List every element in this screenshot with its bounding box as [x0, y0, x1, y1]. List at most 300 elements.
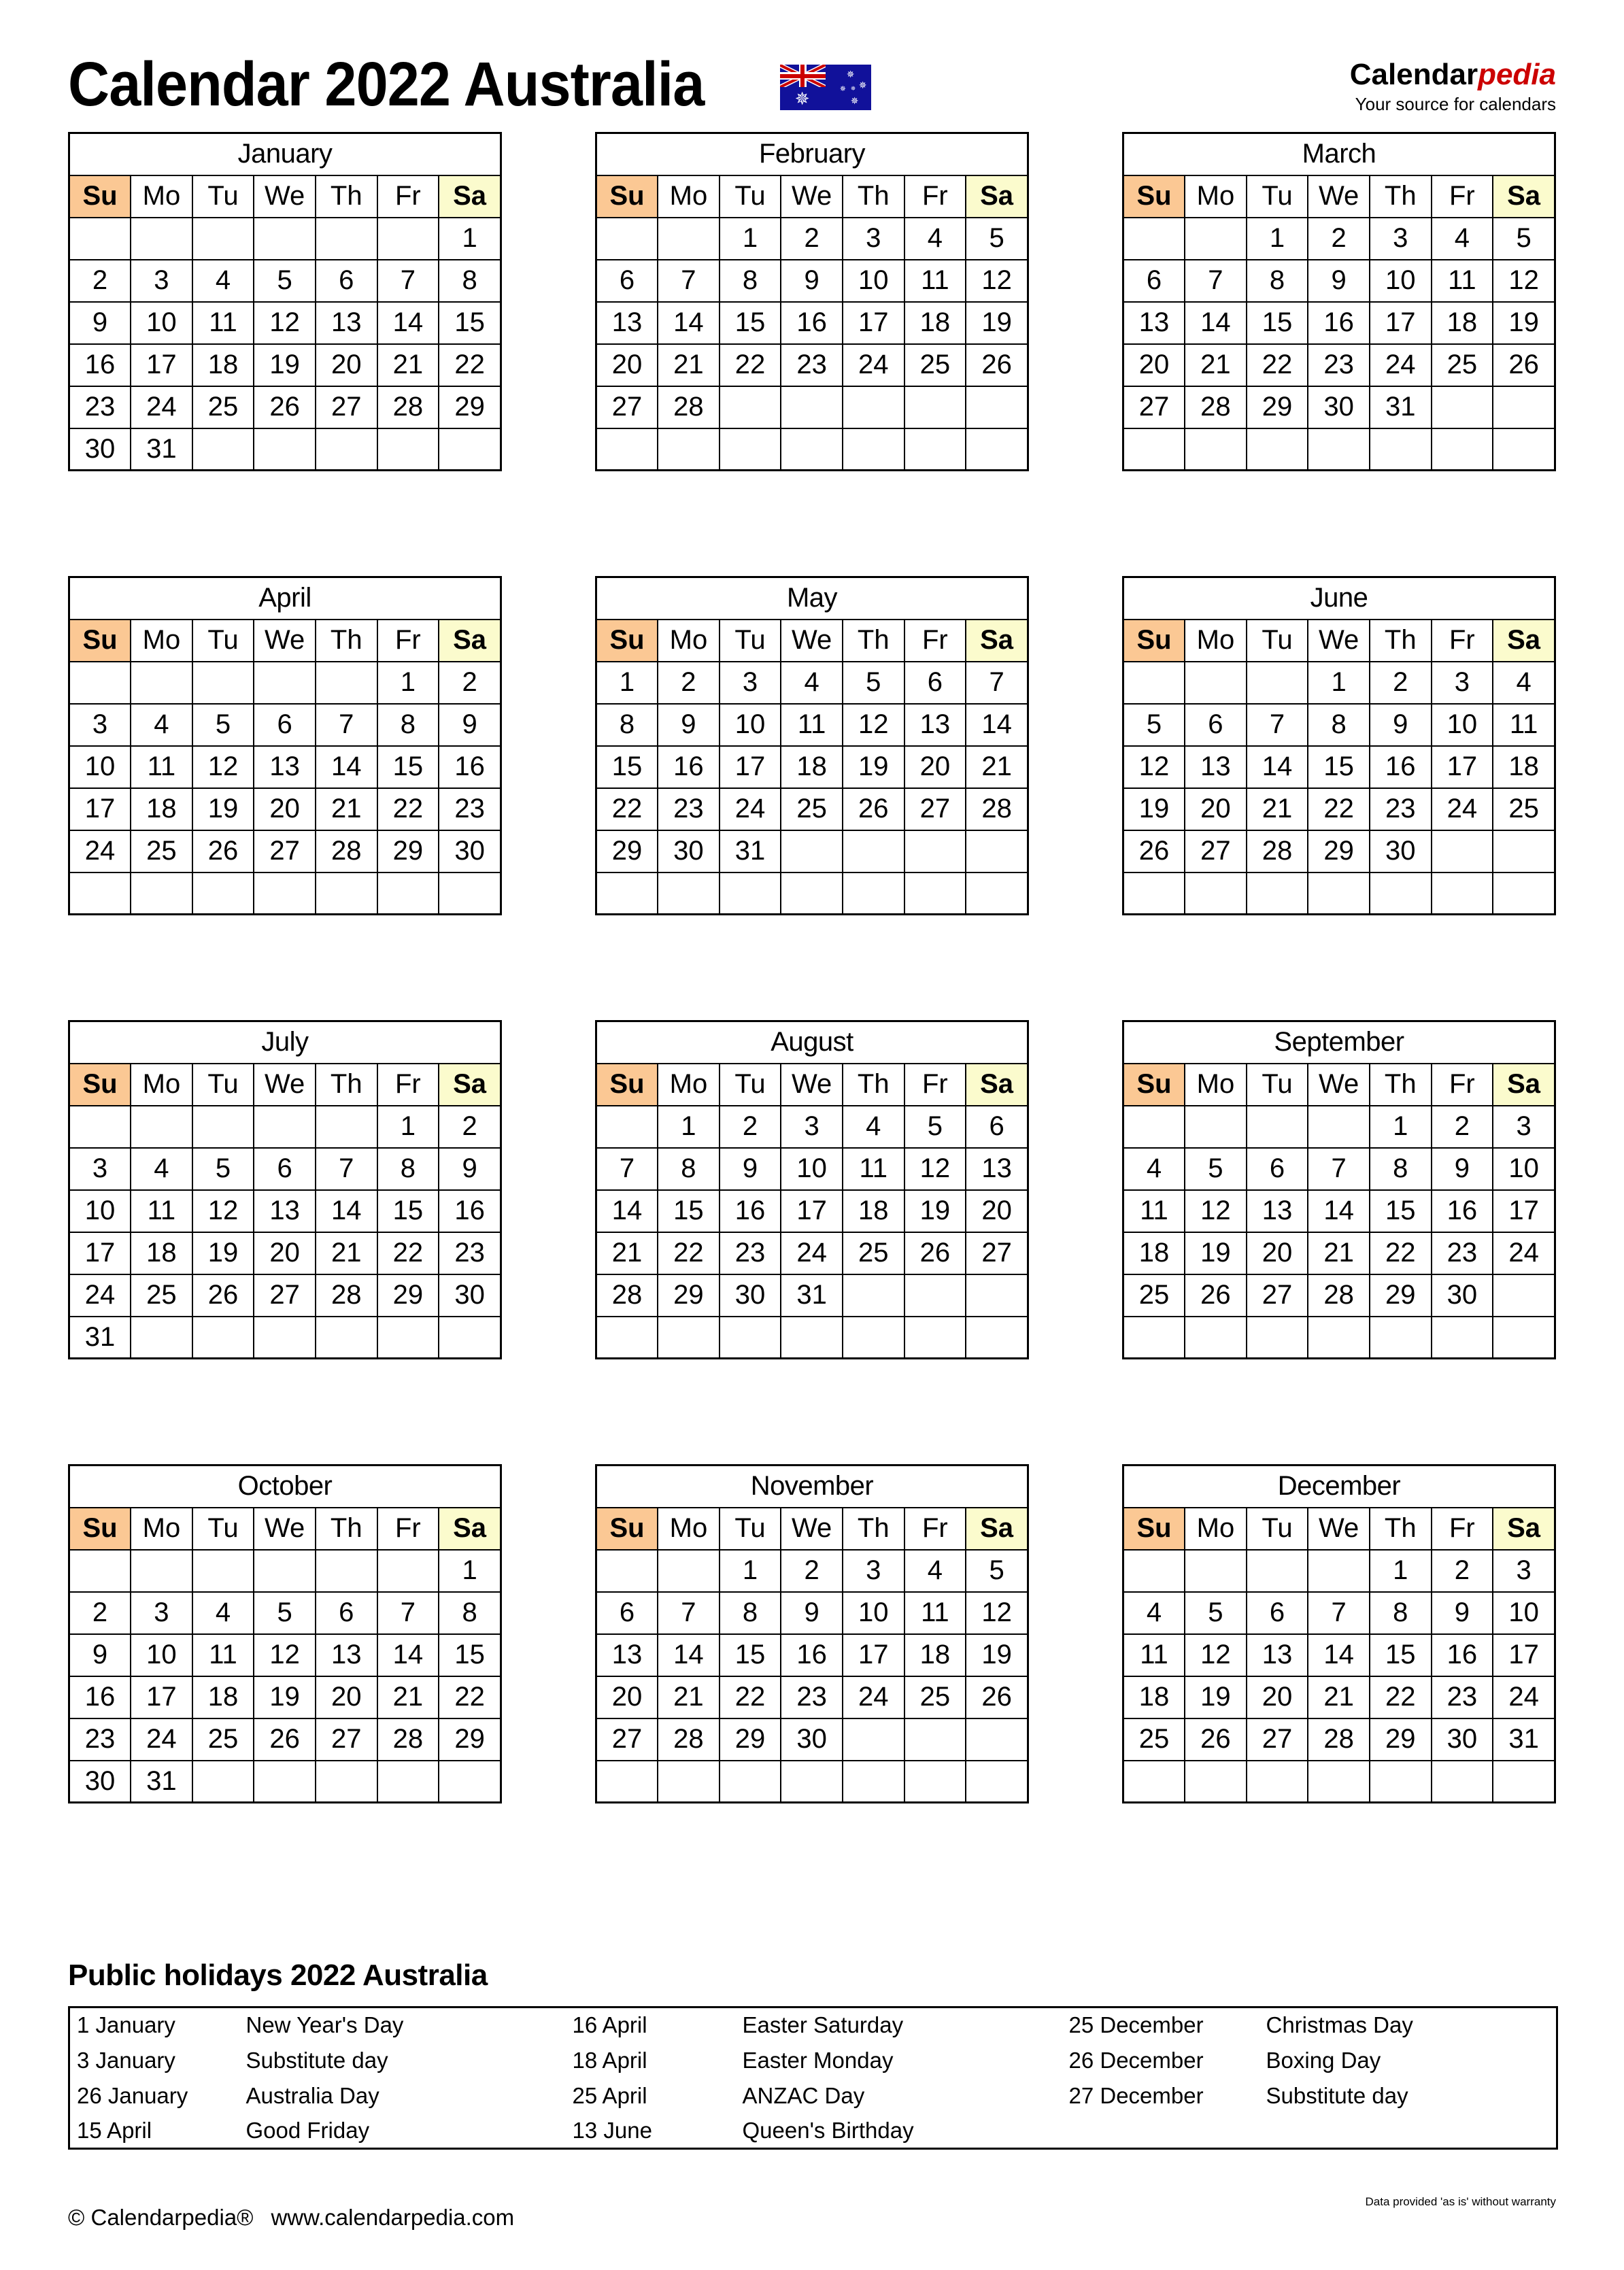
day-cell-27[interactable]: 27 — [316, 386, 377, 428]
day-cell-11[interactable]: 11 — [904, 260, 966, 302]
day-cell-23[interactable]: 23 — [781, 1676, 843, 1718]
day-cell-10[interactable]: 10 — [131, 302, 192, 344]
day-cell-15[interactable]: 15 — [1370, 1190, 1432, 1232]
day-cell-23[interactable]: 23 — [1432, 1232, 1493, 1274]
day-cell-9[interactable]: 9 — [781, 260, 843, 302]
day-cell-4[interactable]: 4 — [1123, 1148, 1185, 1190]
day-cell-24[interactable]: 24 — [69, 830, 131, 873]
day-cell-6[interactable]: 6 — [316, 1592, 377, 1634]
day-cell-1[interactable]: 1 — [596, 662, 658, 704]
day-cell-2[interactable]: 2 — [1432, 1550, 1493, 1592]
day-cell-16[interactable]: 16 — [439, 746, 501, 788]
day-cell-8[interactable]: 8 — [377, 704, 439, 746]
day-cell-17[interactable]: 17 — [1493, 1634, 1555, 1676]
day-cell-30[interactable]: 30 — [781, 1718, 843, 1761]
day-cell-22[interactable]: 22 — [439, 1676, 501, 1718]
day-cell-8[interactable]: 8 — [658, 1148, 720, 1190]
day-cell-28[interactable]: 28 — [596, 1274, 658, 1317]
day-cell-13[interactable]: 13 — [1247, 1190, 1308, 1232]
day-cell-24[interactable]: 24 — [720, 788, 781, 830]
day-cell-16[interactable]: 16 — [1432, 1190, 1493, 1232]
day-cell-31[interactable]: 31 — [69, 1317, 131, 1359]
day-cell-22[interactable]: 22 — [1247, 344, 1308, 386]
day-cell-31[interactable]: 31 — [720, 830, 781, 873]
day-cell-12[interactable]: 12 — [1185, 1190, 1247, 1232]
day-cell-1[interactable]: 1 — [1308, 662, 1370, 704]
day-cell-31[interactable]: 31 — [131, 428, 192, 471]
day-cell-3[interactable]: 3 — [1370, 218, 1432, 260]
day-cell-17[interactable]: 17 — [720, 746, 781, 788]
day-cell-11[interactable]: 11 — [1123, 1190, 1185, 1232]
day-cell-13[interactable]: 13 — [1123, 302, 1185, 344]
day-cell-27[interactable]: 27 — [254, 830, 316, 873]
day-cell-21[interactable]: 21 — [1308, 1676, 1370, 1718]
day-cell-6[interactable]: 6 — [904, 662, 966, 704]
day-cell-20[interactable]: 20 — [904, 746, 966, 788]
day-cell-29[interactable]: 29 — [439, 1718, 501, 1761]
day-cell-13[interactable]: 13 — [254, 1190, 316, 1232]
day-cell-5[interactable]: 5 — [192, 1148, 254, 1190]
day-cell-21[interactable]: 21 — [1308, 1232, 1370, 1274]
day-cell-13[interactable]: 13 — [1247, 1634, 1308, 1676]
day-cell-23[interactable]: 23 — [658, 788, 720, 830]
day-cell-20[interactable]: 20 — [1123, 344, 1185, 386]
day-cell-14[interactable]: 14 — [316, 746, 377, 788]
day-cell-30[interactable]: 30 — [1370, 830, 1432, 873]
day-cell-16[interactable]: 16 — [69, 1676, 131, 1718]
day-cell-19[interactable]: 19 — [1185, 1232, 1247, 1274]
day-cell-17[interactable]: 17 — [781, 1190, 843, 1232]
day-cell-14[interactable]: 14 — [316, 1190, 377, 1232]
day-cell-14[interactable]: 14 — [658, 302, 720, 344]
day-cell-13[interactable]: 13 — [254, 746, 316, 788]
day-cell-8[interactable]: 8 — [1370, 1148, 1432, 1190]
day-cell-15[interactable]: 15 — [1370, 1634, 1432, 1676]
day-cell-26[interactable]: 26 — [843, 788, 904, 830]
day-cell-2[interactable]: 2 — [439, 1106, 501, 1148]
day-cell-26[interactable]: 26 — [192, 1274, 254, 1317]
day-cell-19[interactable]: 19 — [254, 344, 316, 386]
day-cell-4[interactable]: 4 — [192, 1592, 254, 1634]
day-cell-12[interactable]: 12 — [1185, 1634, 1247, 1676]
day-cell-9[interactable]: 9 — [720, 1148, 781, 1190]
calendarpedia-logo[interactable] — [1350, 60, 1556, 113]
day-cell-5[interactable]: 5 — [1123, 704, 1185, 746]
day-cell-25[interactable]: 25 — [192, 386, 254, 428]
day-cell-20[interactable]: 20 — [1247, 1232, 1308, 1274]
day-cell-20[interactable]: 20 — [596, 344, 658, 386]
day-cell-20[interactable]: 20 — [596, 1676, 658, 1718]
day-cell-27[interactable]: 27 — [316, 1718, 377, 1761]
day-cell-12[interactable]: 12 — [254, 302, 316, 344]
day-cell-31[interactable]: 31 — [1493, 1718, 1555, 1761]
day-cell-25[interactable]: 25 — [843, 1232, 904, 1274]
day-cell-30[interactable]: 30 — [720, 1274, 781, 1317]
day-cell-1[interactable]: 1 — [1370, 1550, 1432, 1592]
day-cell-15[interactable]: 15 — [439, 302, 501, 344]
day-cell-14[interactable]: 14 — [377, 1634, 439, 1676]
day-cell-7[interactable]: 7 — [316, 1148, 377, 1190]
day-cell-10[interactable]: 10 — [781, 1148, 843, 1190]
day-cell-8[interactable]: 8 — [1308, 704, 1370, 746]
day-cell-22[interactable]: 22 — [377, 788, 439, 830]
day-cell-19[interactable]: 19 — [843, 746, 904, 788]
day-cell-8[interactable]: 8 — [720, 260, 781, 302]
day-cell-31[interactable]: 31 — [131, 1761, 192, 1803]
day-cell-22[interactable]: 22 — [1370, 1676, 1432, 1718]
day-cell-3[interactable]: 3 — [131, 1592, 192, 1634]
day-cell-8[interactable]: 8 — [720, 1592, 781, 1634]
day-cell-10[interactable]: 10 — [131, 1634, 192, 1676]
day-cell-11[interactable]: 11 — [1432, 260, 1493, 302]
day-cell-17[interactable]: 17 — [1493, 1190, 1555, 1232]
day-cell-9[interactable]: 9 — [781, 1592, 843, 1634]
day-cell-19[interactable]: 19 — [966, 302, 1028, 344]
day-cell-17[interactable]: 17 — [843, 1634, 904, 1676]
day-cell-4[interactable]: 4 — [1123, 1592, 1185, 1634]
day-cell-10[interactable]: 10 — [843, 1592, 904, 1634]
day-cell-27[interactable]: 27 — [1247, 1718, 1308, 1761]
day-cell-19[interactable]: 19 — [254, 1676, 316, 1718]
day-cell-3[interactable]: 3 — [720, 662, 781, 704]
day-cell-13[interactable]: 13 — [966, 1148, 1028, 1190]
day-cell-8[interactable]: 8 — [1247, 260, 1308, 302]
day-cell-8[interactable]: 8 — [439, 1592, 501, 1634]
day-cell-10[interactable]: 10 — [720, 704, 781, 746]
day-cell-13[interactable]: 13 — [1185, 746, 1247, 788]
day-cell-18[interactable]: 18 — [192, 344, 254, 386]
day-cell-12[interactable]: 12 — [1493, 260, 1555, 302]
day-cell-21[interactable]: 21 — [966, 746, 1028, 788]
day-cell-13[interactable]: 13 — [316, 1634, 377, 1676]
day-cell-24[interactable]: 24 — [843, 344, 904, 386]
day-cell-24[interactable]: 24 — [131, 386, 192, 428]
day-cell-15[interactable]: 15 — [377, 746, 439, 788]
day-cell-2[interactable]: 2 — [781, 218, 843, 260]
day-cell-28[interactable]: 28 — [316, 830, 377, 873]
day-cell-1[interactable]: 1 — [720, 1550, 781, 1592]
day-cell-30[interactable]: 30 — [1432, 1274, 1493, 1317]
day-cell-10[interactable]: 10 — [69, 746, 131, 788]
day-cell-22[interactable]: 22 — [439, 344, 501, 386]
day-cell-30[interactable]: 30 — [658, 830, 720, 873]
day-cell-23[interactable]: 23 — [1432, 1676, 1493, 1718]
day-cell-5[interactable]: 5 — [966, 1550, 1028, 1592]
day-cell-10[interactable]: 10 — [1493, 1148, 1555, 1190]
day-cell-5[interactable]: 5 — [843, 662, 904, 704]
day-cell-10[interactable]: 10 — [69, 1190, 131, 1232]
day-cell-19[interactable]: 19 — [192, 1232, 254, 1274]
day-cell-21[interactable]: 21 — [377, 1676, 439, 1718]
day-cell-4[interactable]: 4 — [781, 662, 843, 704]
day-cell-26[interactable]: 26 — [966, 1676, 1028, 1718]
day-cell-21[interactable]: 21 — [1185, 344, 1247, 386]
day-cell-9[interactable]: 9 — [658, 704, 720, 746]
day-cell-30[interactable]: 30 — [1432, 1718, 1493, 1761]
day-cell-13[interactable]: 13 — [316, 302, 377, 344]
day-cell-5[interactable]: 5 — [904, 1106, 966, 1148]
day-cell-9[interactable]: 9 — [69, 302, 131, 344]
day-cell-21[interactable]: 21 — [377, 344, 439, 386]
day-cell-1[interactable]: 1 — [439, 218, 501, 260]
day-cell-12[interactable]: 12 — [254, 1634, 316, 1676]
day-cell-26[interactable]: 26 — [1185, 1718, 1247, 1761]
day-cell-28[interactable]: 28 — [1308, 1274, 1370, 1317]
day-cell-26[interactable]: 26 — [904, 1232, 966, 1274]
day-cell-6[interactable]: 6 — [254, 1148, 316, 1190]
day-cell-15[interactable]: 15 — [596, 746, 658, 788]
day-cell-2[interactable]: 2 — [1308, 218, 1370, 260]
day-cell-22[interactable]: 22 — [596, 788, 658, 830]
day-cell-10[interactable]: 10 — [843, 260, 904, 302]
day-cell-19[interactable]: 19 — [904, 1190, 966, 1232]
day-cell-17[interactable]: 17 — [131, 344, 192, 386]
day-cell-15[interactable]: 15 — [377, 1190, 439, 1232]
day-cell-28[interactable]: 28 — [377, 386, 439, 428]
day-cell-10[interactable]: 10 — [1493, 1592, 1555, 1634]
day-cell-25[interactable]: 25 — [131, 830, 192, 873]
day-cell-3[interactable]: 3 — [131, 260, 192, 302]
day-cell-25[interactable]: 25 — [781, 788, 843, 830]
day-cell-11[interactable]: 11 — [192, 302, 254, 344]
day-cell-9[interactable]: 9 — [69, 1634, 131, 1676]
day-cell-14[interactable]: 14 — [1308, 1634, 1370, 1676]
day-cell-29[interactable]: 29 — [377, 1274, 439, 1317]
day-cell-24[interactable]: 24 — [781, 1232, 843, 1274]
day-cell-24[interactable]: 24 — [69, 1274, 131, 1317]
day-cell-24[interactable]: 24 — [1493, 1232, 1555, 1274]
day-cell-2[interactable]: 2 — [1370, 662, 1432, 704]
day-cell-22[interactable]: 22 — [720, 1676, 781, 1718]
day-cell-15[interactable]: 15 — [1247, 302, 1308, 344]
day-cell-24[interactable]: 24 — [1493, 1676, 1555, 1718]
day-cell-6[interactable]: 6 — [316, 260, 377, 302]
day-cell-21[interactable]: 21 — [316, 788, 377, 830]
day-cell-3[interactable]: 3 — [1493, 1550, 1555, 1592]
day-cell-5[interactable]: 5 — [192, 704, 254, 746]
day-cell-28[interactable]: 28 — [1185, 386, 1247, 428]
day-cell-11[interactable]: 11 — [131, 746, 192, 788]
day-cell-24[interactable]: 24 — [843, 1676, 904, 1718]
day-cell-2[interactable]: 2 — [658, 662, 720, 704]
day-cell-20[interactable]: 20 — [1247, 1676, 1308, 1718]
day-cell-3[interactable]: 3 — [69, 1148, 131, 1190]
day-cell-17[interactable]: 17 — [69, 788, 131, 830]
day-cell-18[interactable]: 18 — [904, 302, 966, 344]
day-cell-3[interactable]: 3 — [781, 1106, 843, 1148]
day-cell-4[interactable]: 4 — [1493, 662, 1555, 704]
day-cell-2[interactable]: 2 — [1432, 1106, 1493, 1148]
day-cell-26[interactable]: 26 — [1185, 1274, 1247, 1317]
day-cell-6[interactable]: 6 — [254, 704, 316, 746]
day-cell-7[interactable]: 7 — [1247, 704, 1308, 746]
day-cell-6[interactable]: 6 — [1123, 260, 1185, 302]
day-cell-30[interactable]: 30 — [69, 1761, 131, 1803]
day-cell-30[interactable]: 30 — [69, 428, 131, 471]
day-cell-23[interactable]: 23 — [1370, 788, 1432, 830]
day-cell-26[interactable]: 26 — [1493, 344, 1555, 386]
day-cell-11[interactable]: 11 — [1493, 704, 1555, 746]
day-cell-25[interactable]: 25 — [131, 1274, 192, 1317]
day-cell-28[interactable]: 28 — [658, 386, 720, 428]
day-cell-20[interactable]: 20 — [966, 1190, 1028, 1232]
day-cell-26[interactable]: 26 — [254, 1718, 316, 1761]
day-cell-23[interactable]: 23 — [439, 1232, 501, 1274]
day-cell-27[interactable]: 27 — [254, 1274, 316, 1317]
day-cell-15[interactable]: 15 — [439, 1634, 501, 1676]
day-cell-18[interactable]: 18 — [904, 1634, 966, 1676]
day-cell-13[interactable]: 13 — [596, 302, 658, 344]
day-cell-18[interactable]: 18 — [192, 1676, 254, 1718]
day-cell-21[interactable]: 21 — [658, 344, 720, 386]
day-cell-6[interactable]: 6 — [1247, 1592, 1308, 1634]
day-cell-27[interactable]: 27 — [1185, 830, 1247, 873]
day-cell-3[interactable]: 3 — [843, 218, 904, 260]
day-cell-16[interactable]: 16 — [658, 746, 720, 788]
day-cell-7[interactable]: 7 — [1308, 1592, 1370, 1634]
day-cell-13[interactable]: 13 — [904, 704, 966, 746]
day-cell-11[interactable]: 11 — [843, 1148, 904, 1190]
day-cell-16[interactable]: 16 — [439, 1190, 501, 1232]
day-cell-25[interactable]: 25 — [1432, 344, 1493, 386]
day-cell-4[interactable]: 4 — [843, 1106, 904, 1148]
day-cell-17[interactable]: 17 — [1432, 746, 1493, 788]
day-cell-24[interactable]: 24 — [1370, 344, 1432, 386]
day-cell-16[interactable]: 16 — [1370, 746, 1432, 788]
day-cell-21[interactable]: 21 — [658, 1676, 720, 1718]
day-cell-7[interactable]: 7 — [966, 662, 1028, 704]
day-cell-4[interactable]: 4 — [904, 1550, 966, 1592]
day-cell-28[interactable]: 28 — [658, 1718, 720, 1761]
day-cell-3[interactable]: 3 — [1493, 1106, 1555, 1148]
day-cell-16[interactable]: 16 — [781, 302, 843, 344]
day-cell-28[interactable]: 28 — [316, 1274, 377, 1317]
day-cell-9[interactable]: 9 — [1432, 1148, 1493, 1190]
day-cell-25[interactable]: 25 — [904, 1676, 966, 1718]
day-cell-16[interactable]: 16 — [69, 344, 131, 386]
day-cell-6[interactable]: 6 — [596, 260, 658, 302]
day-cell-7[interactable]: 7 — [316, 704, 377, 746]
day-cell-11[interactable]: 11 — [131, 1190, 192, 1232]
day-cell-15[interactable]: 15 — [1308, 746, 1370, 788]
day-cell-18[interactable]: 18 — [1493, 746, 1555, 788]
day-cell-23[interactable]: 23 — [781, 344, 843, 386]
day-cell-19[interactable]: 19 — [192, 788, 254, 830]
day-cell-25[interactable]: 25 — [1123, 1718, 1185, 1761]
day-cell-30[interactable]: 30 — [1308, 386, 1370, 428]
day-cell-12[interactable]: 12 — [192, 1190, 254, 1232]
day-cell-26[interactable]: 26 — [1123, 830, 1185, 873]
day-cell-1[interactable]: 1 — [377, 1106, 439, 1148]
day-cell-29[interactable]: 29 — [596, 830, 658, 873]
day-cell-19[interactable]: 19 — [1123, 788, 1185, 830]
day-cell-27[interactable]: 27 — [1123, 386, 1185, 428]
day-cell-18[interactable]: 18 — [1123, 1676, 1185, 1718]
day-cell-7[interactable]: 7 — [596, 1148, 658, 1190]
day-cell-16[interactable]: 16 — [1432, 1634, 1493, 1676]
day-cell-7[interactable]: 7 — [1308, 1148, 1370, 1190]
day-cell-2[interactable]: 2 — [69, 1592, 131, 1634]
day-cell-29[interactable]: 29 — [720, 1718, 781, 1761]
day-cell-4[interactable]: 4 — [904, 218, 966, 260]
day-cell-1[interactable]: 1 — [1247, 218, 1308, 260]
day-cell-21[interactable]: 21 — [316, 1232, 377, 1274]
day-cell-27[interactable]: 27 — [596, 1718, 658, 1761]
day-cell-5[interactable]: 5 — [254, 1592, 316, 1634]
day-cell-22[interactable]: 22 — [1308, 788, 1370, 830]
day-cell-18[interactable]: 18 — [843, 1190, 904, 1232]
day-cell-19[interactable]: 19 — [966, 1634, 1028, 1676]
day-cell-14[interactable]: 14 — [1308, 1190, 1370, 1232]
day-cell-1[interactable]: 1 — [1370, 1106, 1432, 1148]
day-cell-1[interactable]: 1 — [720, 218, 781, 260]
day-cell-12[interactable]: 12 — [966, 260, 1028, 302]
day-cell-16[interactable]: 16 — [720, 1190, 781, 1232]
day-cell-7[interactable]: 7 — [377, 260, 439, 302]
day-cell-7[interactable]: 7 — [377, 1592, 439, 1634]
day-cell-14[interactable]: 14 — [966, 704, 1028, 746]
day-cell-28[interactable]: 28 — [1308, 1718, 1370, 1761]
day-cell-23[interactable]: 23 — [720, 1232, 781, 1274]
day-cell-12[interactable]: 12 — [1123, 746, 1185, 788]
day-cell-28[interactable]: 28 — [966, 788, 1028, 830]
day-cell-20[interactable]: 20 — [254, 1232, 316, 1274]
day-cell-6[interactable]: 6 — [1247, 1148, 1308, 1190]
day-cell-14[interactable]: 14 — [1185, 302, 1247, 344]
day-cell-29[interactable]: 29 — [377, 830, 439, 873]
day-cell-4[interactable]: 4 — [131, 1148, 192, 1190]
day-cell-18[interactable]: 18 — [131, 1232, 192, 1274]
day-cell-19[interactable]: 19 — [1493, 302, 1555, 344]
day-cell-10[interactable]: 10 — [1432, 704, 1493, 746]
day-cell-9[interactable]: 9 — [439, 704, 501, 746]
day-cell-17[interactable]: 17 — [843, 302, 904, 344]
day-cell-5[interactable]: 5 — [1185, 1592, 1247, 1634]
day-cell-22[interactable]: 22 — [720, 344, 781, 386]
day-cell-6[interactable]: 6 — [1185, 704, 1247, 746]
day-cell-2[interactable]: 2 — [69, 260, 131, 302]
day-cell-11[interactable]: 11 — [1123, 1634, 1185, 1676]
day-cell-3[interactable]: 3 — [69, 704, 131, 746]
footer-website-link[interactable]: www.calendarpedia.com — [271, 2205, 515, 2230]
day-cell-26[interactable]: 26 — [254, 386, 316, 428]
day-cell-25[interactable]: 25 — [904, 344, 966, 386]
day-cell-28[interactable]: 28 — [1247, 830, 1308, 873]
day-cell-24[interactable]: 24 — [1432, 788, 1493, 830]
day-cell-2[interactable]: 2 — [439, 662, 501, 704]
day-cell-23[interactable]: 23 — [69, 1718, 131, 1761]
day-cell-18[interactable]: 18 — [1123, 1232, 1185, 1274]
day-cell-25[interactable]: 25 — [1123, 1274, 1185, 1317]
day-cell-21[interactable]: 21 — [1247, 788, 1308, 830]
day-cell-28[interactable]: 28 — [377, 1718, 439, 1761]
day-cell-9[interactable]: 9 — [1308, 260, 1370, 302]
day-cell-1[interactable]: 1 — [658, 1106, 720, 1148]
day-cell-23[interactable]: 23 — [69, 386, 131, 428]
day-cell-11[interactable]: 11 — [192, 1634, 254, 1676]
day-cell-1[interactable]: 1 — [439, 1550, 501, 1592]
day-cell-22[interactable]: 22 — [377, 1232, 439, 1274]
day-cell-12[interactable]: 12 — [904, 1148, 966, 1190]
day-cell-8[interactable]: 8 — [439, 260, 501, 302]
day-cell-29[interactable]: 29 — [1308, 830, 1370, 873]
day-cell-31[interactable]: 31 — [781, 1274, 843, 1317]
day-cell-4[interactable]: 4 — [131, 704, 192, 746]
day-cell-29[interactable]: 29 — [1370, 1718, 1432, 1761]
day-cell-14[interactable]: 14 — [1247, 746, 1308, 788]
day-cell-16[interactable]: 16 — [1308, 302, 1370, 344]
day-cell-17[interactable]: 17 — [131, 1676, 192, 1718]
